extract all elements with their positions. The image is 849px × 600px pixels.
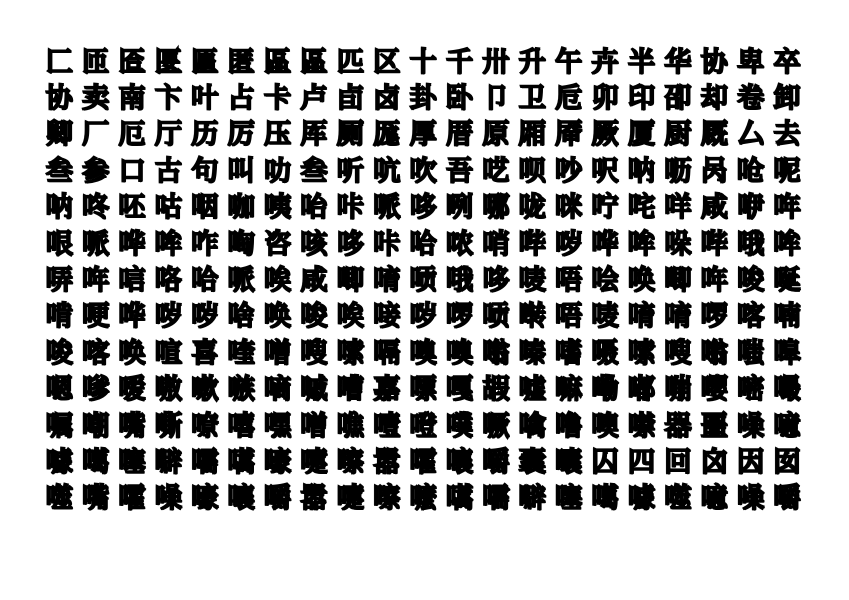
glyph-cell: 噬 <box>664 483 692 515</box>
glyph-cell: 厄 <box>118 119 146 151</box>
glyph-cell: 吹 <box>409 155 437 187</box>
glyph-cell: 嘉 <box>373 374 401 406</box>
glyph-cell: 哗 <box>118 301 146 333</box>
glyph-cell: 噗 <box>445 410 473 442</box>
glyph-cell: 叁 <box>300 155 328 187</box>
glyph-cell: 唷 <box>664 301 692 333</box>
glyph-cell: 哏 <box>45 228 73 260</box>
glyph-cell: 哽 <box>82 301 110 333</box>
glyph-cell: 厝 <box>445 119 473 151</box>
glyph-cell: 嚏 <box>300 446 328 478</box>
glyph-cell: 嚓 <box>336 446 364 478</box>
glyph-cell: 哚 <box>664 228 692 260</box>
glyph-cell: 呗 <box>518 155 546 187</box>
glyph-cell: 咙 <box>518 192 546 224</box>
glyph-cell: 嗫 <box>591 337 619 369</box>
glyph-cell: 區 <box>264 46 292 78</box>
glyph-cell: 卞 <box>154 83 182 115</box>
glyph-cell: 嚆 <box>445 483 473 515</box>
glyph-cell: 十 <box>409 46 437 78</box>
glyph-cell: 噼 <box>518 483 546 515</box>
glyph-cell: 唝 <box>482 301 510 333</box>
glyph-cell: 回 <box>664 446 692 478</box>
glyph-cell: 嘟 <box>627 374 655 406</box>
glyph-cell: 厖 <box>373 119 401 151</box>
glyph-cell: 嚼 <box>482 446 510 478</box>
glyph-cell: 噔 <box>409 410 437 442</box>
glyph-cell: 噬 <box>45 483 73 515</box>
glyph-cell: 卡 <box>264 83 292 115</box>
glyph-cell: 嗜 <box>555 337 583 369</box>
glyph-cell: 唆 <box>737 265 765 297</box>
glyph-cell: 历 <box>191 119 219 151</box>
glyph-cell: 咯 <box>154 265 182 297</box>
glyph-cell: 哌 <box>373 192 401 224</box>
glyph-cell: 古 <box>154 155 182 187</box>
glyph-cell: 嚏 <box>336 483 364 515</box>
glyph-cell: 咍 <box>300 192 328 224</box>
glyph-cell: 喀 <box>82 337 110 369</box>
glyph-cell: 噫 <box>700 483 728 515</box>
glyph-cell: 唛 <box>518 265 546 297</box>
glyph-cell: 呐 <box>627 155 655 187</box>
glyph-cell: 呓 <box>482 155 510 187</box>
glyph-cell: 囔 <box>555 446 583 478</box>
glyph-cell: 嘁 <box>300 374 328 406</box>
glyph-cell: 升 <box>518 46 546 78</box>
glyph-cell: 卧 <box>445 83 473 115</box>
glyph-cell: 嗡 <box>482 337 510 369</box>
glyph-cell: 噌 <box>300 410 328 442</box>
glyph-cell: 唝 <box>409 265 437 297</box>
glyph-cell: 嗳 <box>118 374 146 406</box>
glyph-cell: 啃 <box>45 301 73 333</box>
glyph-cell: 咧 <box>445 192 473 224</box>
glyph-cell: 卅 <box>482 46 510 78</box>
glyph-cell: 卷 <box>737 83 765 115</box>
glyph-cell: 啥 <box>227 301 255 333</box>
glyph-cell: 唧 <box>336 265 364 297</box>
glyph-cell: 噙 <box>518 410 546 442</box>
glyph-cell: 厶 <box>737 119 765 151</box>
glyph-cell: 呎 <box>591 155 619 187</box>
glyph-cell: 嘣 <box>664 374 692 406</box>
glyph-cell: 嘻 <box>227 410 255 442</box>
glyph-cell: 南 <box>118 83 146 115</box>
glyph-cell: 厥 <box>591 119 619 151</box>
glyph-cell: 咕 <box>154 192 182 224</box>
glyph-cell: 匹 <box>336 46 364 78</box>
glyph-cell: 啭 <box>518 301 546 333</box>
glyph-cell: 唷 <box>627 301 655 333</box>
glyph-cell: 嘴 <box>82 483 110 515</box>
glyph-cell: 哕 <box>154 301 182 333</box>
glyph-cell: 卯 <box>591 83 619 115</box>
glyph-cell: 唆 <box>45 337 73 369</box>
glyph-cell: 呐 <box>45 192 73 224</box>
glyph-cell: 叶 <box>191 83 219 115</box>
glyph-cell: 噘 <box>482 410 510 442</box>
glyph-cell: 厩 <box>700 119 728 151</box>
glyph-cell: 唔 <box>555 265 583 297</box>
glyph-cell: 噪 <box>737 483 765 515</box>
glyph-cell: 占 <box>227 83 255 115</box>
glyph-cell: 囡 <box>773 446 801 478</box>
glyph-cell: 嗥 <box>773 337 801 369</box>
glyph-cell: 嚷 <box>227 483 255 515</box>
glyph-cell: 嗡 <box>700 337 728 369</box>
glyph-cell: 囊 <box>518 446 546 478</box>
glyph-cell: 匼 <box>118 46 146 78</box>
glyph-cell: 嘛 <box>555 374 583 406</box>
glyph-cell: 嗤 <box>737 337 765 369</box>
glyph-cell: 口 <box>118 155 146 187</box>
glyph-cell: 厅 <box>154 119 182 151</box>
glyph-cell: 半 <box>627 46 655 78</box>
glyph-cell: 匚 <box>45 46 73 78</box>
glyph-cell: 喀 <box>737 301 765 333</box>
glyph-cell: 嚷 <box>445 446 473 478</box>
glyph-cell: 嗽 <box>191 374 219 406</box>
glyph-cell: 呖 <box>664 155 692 187</box>
glyph-cell: 哕 <box>409 301 437 333</box>
glyph-cell: 喹 <box>227 337 255 369</box>
glyph-cell: 哗 <box>591 228 619 260</box>
glyph-cell: 唛 <box>591 301 619 333</box>
glyph-cell: 咽 <box>191 192 219 224</box>
glyph-cell: 哖 <box>82 265 110 297</box>
glyph-cell: 嗅 <box>409 337 437 369</box>
glyph-cell: 卸 <box>773 83 801 115</box>
glyph-cell: 嗖 <box>300 337 328 369</box>
glyph-cell: 匽 <box>154 46 182 78</box>
glyph-cell: 嚅 <box>191 446 219 478</box>
glyph-cell: 哔 <box>700 228 728 260</box>
glyph-cell: 區 <box>300 46 328 78</box>
glyph-cell: 囚 <box>591 446 619 478</box>
glyph-cell: 喜 <box>191 337 219 369</box>
glyph-cell: 噜 <box>555 410 583 442</box>
glyph-cell: 喃 <box>773 301 801 333</box>
glyph-cell: 嘞 <box>591 374 619 406</box>
glyph-cell: 哈 <box>191 265 219 297</box>
glyph-cell: 压 <box>264 119 292 151</box>
glyph-cell: 吾 <box>445 155 473 187</box>
glyph-cell: 哪 <box>482 192 510 224</box>
glyph-cell: 哖 <box>773 192 801 224</box>
glyph-cell: 嗷 <box>154 374 182 406</box>
glyph-cell: 噪 <box>737 410 765 442</box>
glyph-cell: 嘱 <box>45 410 73 442</box>
glyph-cell: 嘴 <box>118 410 146 442</box>
glyph-cell: 器 <box>664 410 692 442</box>
glyph-cell: 哞 <box>773 228 801 260</box>
glyph-cell: 咦 <box>264 192 292 224</box>
glyph-cell: 嘏 <box>482 374 510 406</box>
glyph-cell: 嚅 <box>482 483 510 515</box>
glyph-cell: 卑 <box>737 46 765 78</box>
glyph-cell: 嘤 <box>700 374 728 406</box>
glyph-cell: 吵 <box>555 155 583 187</box>
glyph-cell: 唷 <box>373 265 401 297</box>
glyph-cell: 句 <box>191 155 219 187</box>
glyph-cell: 嗦 <box>627 337 655 369</box>
glyph-cell: 哆 <box>336 228 364 260</box>
glyph-cell: 嚒 <box>409 483 437 515</box>
glyph-cell: 嘎 <box>445 374 473 406</box>
glyph-cell: 卉 <box>591 46 619 78</box>
glyph-sheet <box>41 44 805 517</box>
glyph-cell: 喧 <box>154 337 182 369</box>
glyph-cell: 咨 <box>264 228 292 260</box>
glyph-cell: 嚣 <box>300 483 328 515</box>
glyph-cell: 咛 <box>591 192 619 224</box>
glyph-cell: 咖 <box>227 192 255 224</box>
glyph-cell: 哦 <box>445 265 473 297</box>
glyph-cell: 卒 <box>773 46 801 78</box>
glyph-cell: 去 <box>773 119 801 151</box>
glyph-cell: 嚎 <box>191 483 219 515</box>
glyph-cell: 嚼 <box>773 483 801 515</box>
glyph-cell: 嘀 <box>264 374 292 406</box>
glyph-cell: 卿 <box>45 119 73 151</box>
glyph-cell: 噎 <box>373 410 401 442</box>
glyph-cell: 嘲 <box>82 410 110 442</box>
glyph-cell: 咤 <box>627 192 655 224</box>
glyph-cell: 哈 <box>409 228 437 260</box>
glyph-cell: 囟 <box>700 446 728 478</box>
glyph-cell: 匾 <box>191 46 219 78</box>
glyph-cell: 区 <box>373 46 401 78</box>
glyph-cell: 噶 <box>82 446 110 478</box>
glyph-cell: 午 <box>555 46 583 78</box>
glyph-cell: 哕 <box>555 228 583 260</box>
glyph-cell: 哨 <box>482 228 510 260</box>
glyph-cell: 唧 <box>664 265 692 297</box>
glyph-cell: 唤 <box>264 301 292 333</box>
glyph-cell: 噌 <box>264 337 292 369</box>
glyph-cell: 却 <box>700 83 728 115</box>
glyph-cell: 咪 <box>555 192 583 224</box>
glyph-cell: 噱 <box>627 483 655 515</box>
glyph-cell: 匝 <box>82 46 110 78</box>
glyph-cell: 噼 <box>154 446 182 478</box>
glyph-cell: 哆 <box>409 192 437 224</box>
glyph-cell: 唉 <box>336 301 364 333</box>
glyph-cell: 咸 <box>300 265 328 297</box>
glyph-cell: 嚆 <box>227 446 255 478</box>
glyph-cell: 嗖 <box>664 337 692 369</box>
glyph-cell: 咚 <box>82 192 110 224</box>
glyph-cell: 哦 <box>737 228 765 260</box>
glyph-cell: 厨 <box>664 119 692 151</box>
glyph-cell: 哔 <box>518 228 546 260</box>
glyph-cell: 噩 <box>700 410 728 442</box>
glyph-cell: 噻 <box>555 483 583 515</box>
glyph-cell: 嘌 <box>409 374 437 406</box>
glyph-cell: 厕 <box>336 119 364 151</box>
glyph-cell: 呢 <box>773 155 801 187</box>
glyph-cell: 嚣 <box>373 446 401 478</box>
glyph-cell: 卲 <box>664 83 692 115</box>
glyph-cell: 卮 <box>555 83 583 115</box>
glyph-cell: 啕 <box>227 228 255 260</box>
glyph-cell: 噪 <box>154 483 182 515</box>
glyph-cell: 厍 <box>300 119 328 151</box>
glyph-cell: 卖 <box>82 83 110 115</box>
glyph-cell: 嘧 <box>737 374 765 406</box>
glyph-cell: 嗲 <box>82 374 110 406</box>
glyph-cell: 噻 <box>118 446 146 478</box>
glyph-cell: 呛 <box>737 155 765 187</box>
glyph-cell: 咔 <box>373 228 401 260</box>
glyph-cell: 噶 <box>591 483 619 515</box>
glyph-cell: 噱 <box>45 446 73 478</box>
glyph-cell: 嘈 <box>336 374 364 406</box>
glyph-cell: 厚 <box>409 119 437 151</box>
glyph-cell: 唆 <box>300 301 328 333</box>
glyph-cell: 呸 <box>118 192 146 224</box>
glyph-cell: 卩 <box>482 83 510 115</box>
glyph-cell: 噤 <box>627 410 655 442</box>
glyph-cell: 嘘 <box>518 374 546 406</box>
glyph-cell: 唁 <box>118 265 146 297</box>
glyph-cell: 嚓 <box>373 483 401 515</box>
glyph-cell: 嚯 <box>118 483 146 515</box>
glyph-cell: 哢 <box>45 265 73 297</box>
glyph-cell: 叻 <box>264 155 292 187</box>
glyph-cell: 叫 <box>227 155 255 187</box>
glyph-cell: 唔 <box>555 301 583 333</box>
glyph-cell: 厂 <box>82 119 110 151</box>
glyph-cell: 嘶 <box>154 410 182 442</box>
glyph-cell: 因 <box>737 446 765 478</box>
glyph-cell: 厦 <box>627 119 655 151</box>
glyph-cell: 噫 <box>773 410 801 442</box>
glyph-cell: 千 <box>445 46 473 78</box>
glyph-cell: 协 <box>700 46 728 78</box>
glyph-cell: 卦 <box>409 83 437 115</box>
glyph-cell: 嚎 <box>264 446 292 478</box>
glyph-cell: 哙 <box>591 265 619 297</box>
glyph-cell: 哝 <box>445 228 473 260</box>
glyph-cell: 印 <box>627 83 655 115</box>
glyph-cell: 咋 <box>191 228 219 260</box>
glyph-cell: 嗅 <box>445 337 473 369</box>
glyph-cell: 哞 <box>627 228 655 260</box>
glyph-cell: 四 <box>627 446 655 478</box>
glyph-cell: 嗯 <box>45 374 73 406</box>
glyph-cell: 嗾 <box>227 374 255 406</box>
glyph-cell: 卤 <box>373 83 401 115</box>
glyph-cell: 唼 <box>373 301 401 333</box>
glyph-cell: 嘹 <box>191 410 219 442</box>
glyph-cell: 嘬 <box>773 374 801 406</box>
glyph-cell: 匿 <box>227 46 255 78</box>
glyph-cell: 协 <box>45 83 73 115</box>
glyph-cell: 哗 <box>118 228 146 260</box>
glyph-cell: 唉 <box>264 265 292 297</box>
glyph-cell: 哖 <box>700 265 728 297</box>
glyph-cell: 噢 <box>591 410 619 442</box>
glyph-cell: 嘿 <box>264 410 292 442</box>
glyph-cell: 参 <box>82 155 110 187</box>
glyph-cell: 嚯 <box>409 446 437 478</box>
glyph-cell: 唌 <box>773 265 801 297</box>
glyph-cell: 唤 <box>627 265 655 297</box>
glyph-cell: 嗝 <box>373 337 401 369</box>
glyph-cell: 呙 <box>700 155 728 187</box>
glyph-cell: 吭 <box>373 155 401 187</box>
glyph-cell: 唤 <box>118 337 146 369</box>
glyph-cell: 咸 <box>700 192 728 224</box>
glyph-cell: 噍 <box>336 410 364 442</box>
glyph-cell: 卫 <box>518 83 546 115</box>
glyph-cell: 卣 <box>336 83 364 115</box>
glyph-cell: 厢 <box>518 119 546 151</box>
glyph-cell: 厣 <box>555 119 583 151</box>
glyph-cell: 咿 <box>737 192 765 224</box>
glyph-cell: 华 <box>664 46 692 78</box>
glyph-cell: 嗪 <box>518 337 546 369</box>
glyph-cell: 哌 <box>227 265 255 297</box>
glyph-cell: 哞 <box>154 228 182 260</box>
glyph-cell: 哆 <box>482 265 510 297</box>
glyph-cell: 原 <box>482 119 510 151</box>
glyph-cell: 嗦 <box>336 337 364 369</box>
glyph-cell: 咔 <box>336 192 364 224</box>
glyph-cell: 咳 <box>300 228 328 260</box>
glyph-cell: 哕 <box>191 301 219 333</box>
glyph-cell: 啰 <box>445 301 473 333</box>
glyph-cell: 嚼 <box>264 483 292 515</box>
glyph-cell: 啰 <box>700 301 728 333</box>
glyph-cell: 咩 <box>664 192 692 224</box>
glyph-cell: 听 <box>336 155 364 187</box>
glyph-cell: 叁 <box>45 155 73 187</box>
glyph-cell: 厉 <box>227 119 255 151</box>
glyph-cell: 哌 <box>82 228 110 260</box>
glyph-cell: 卢 <box>300 83 328 115</box>
